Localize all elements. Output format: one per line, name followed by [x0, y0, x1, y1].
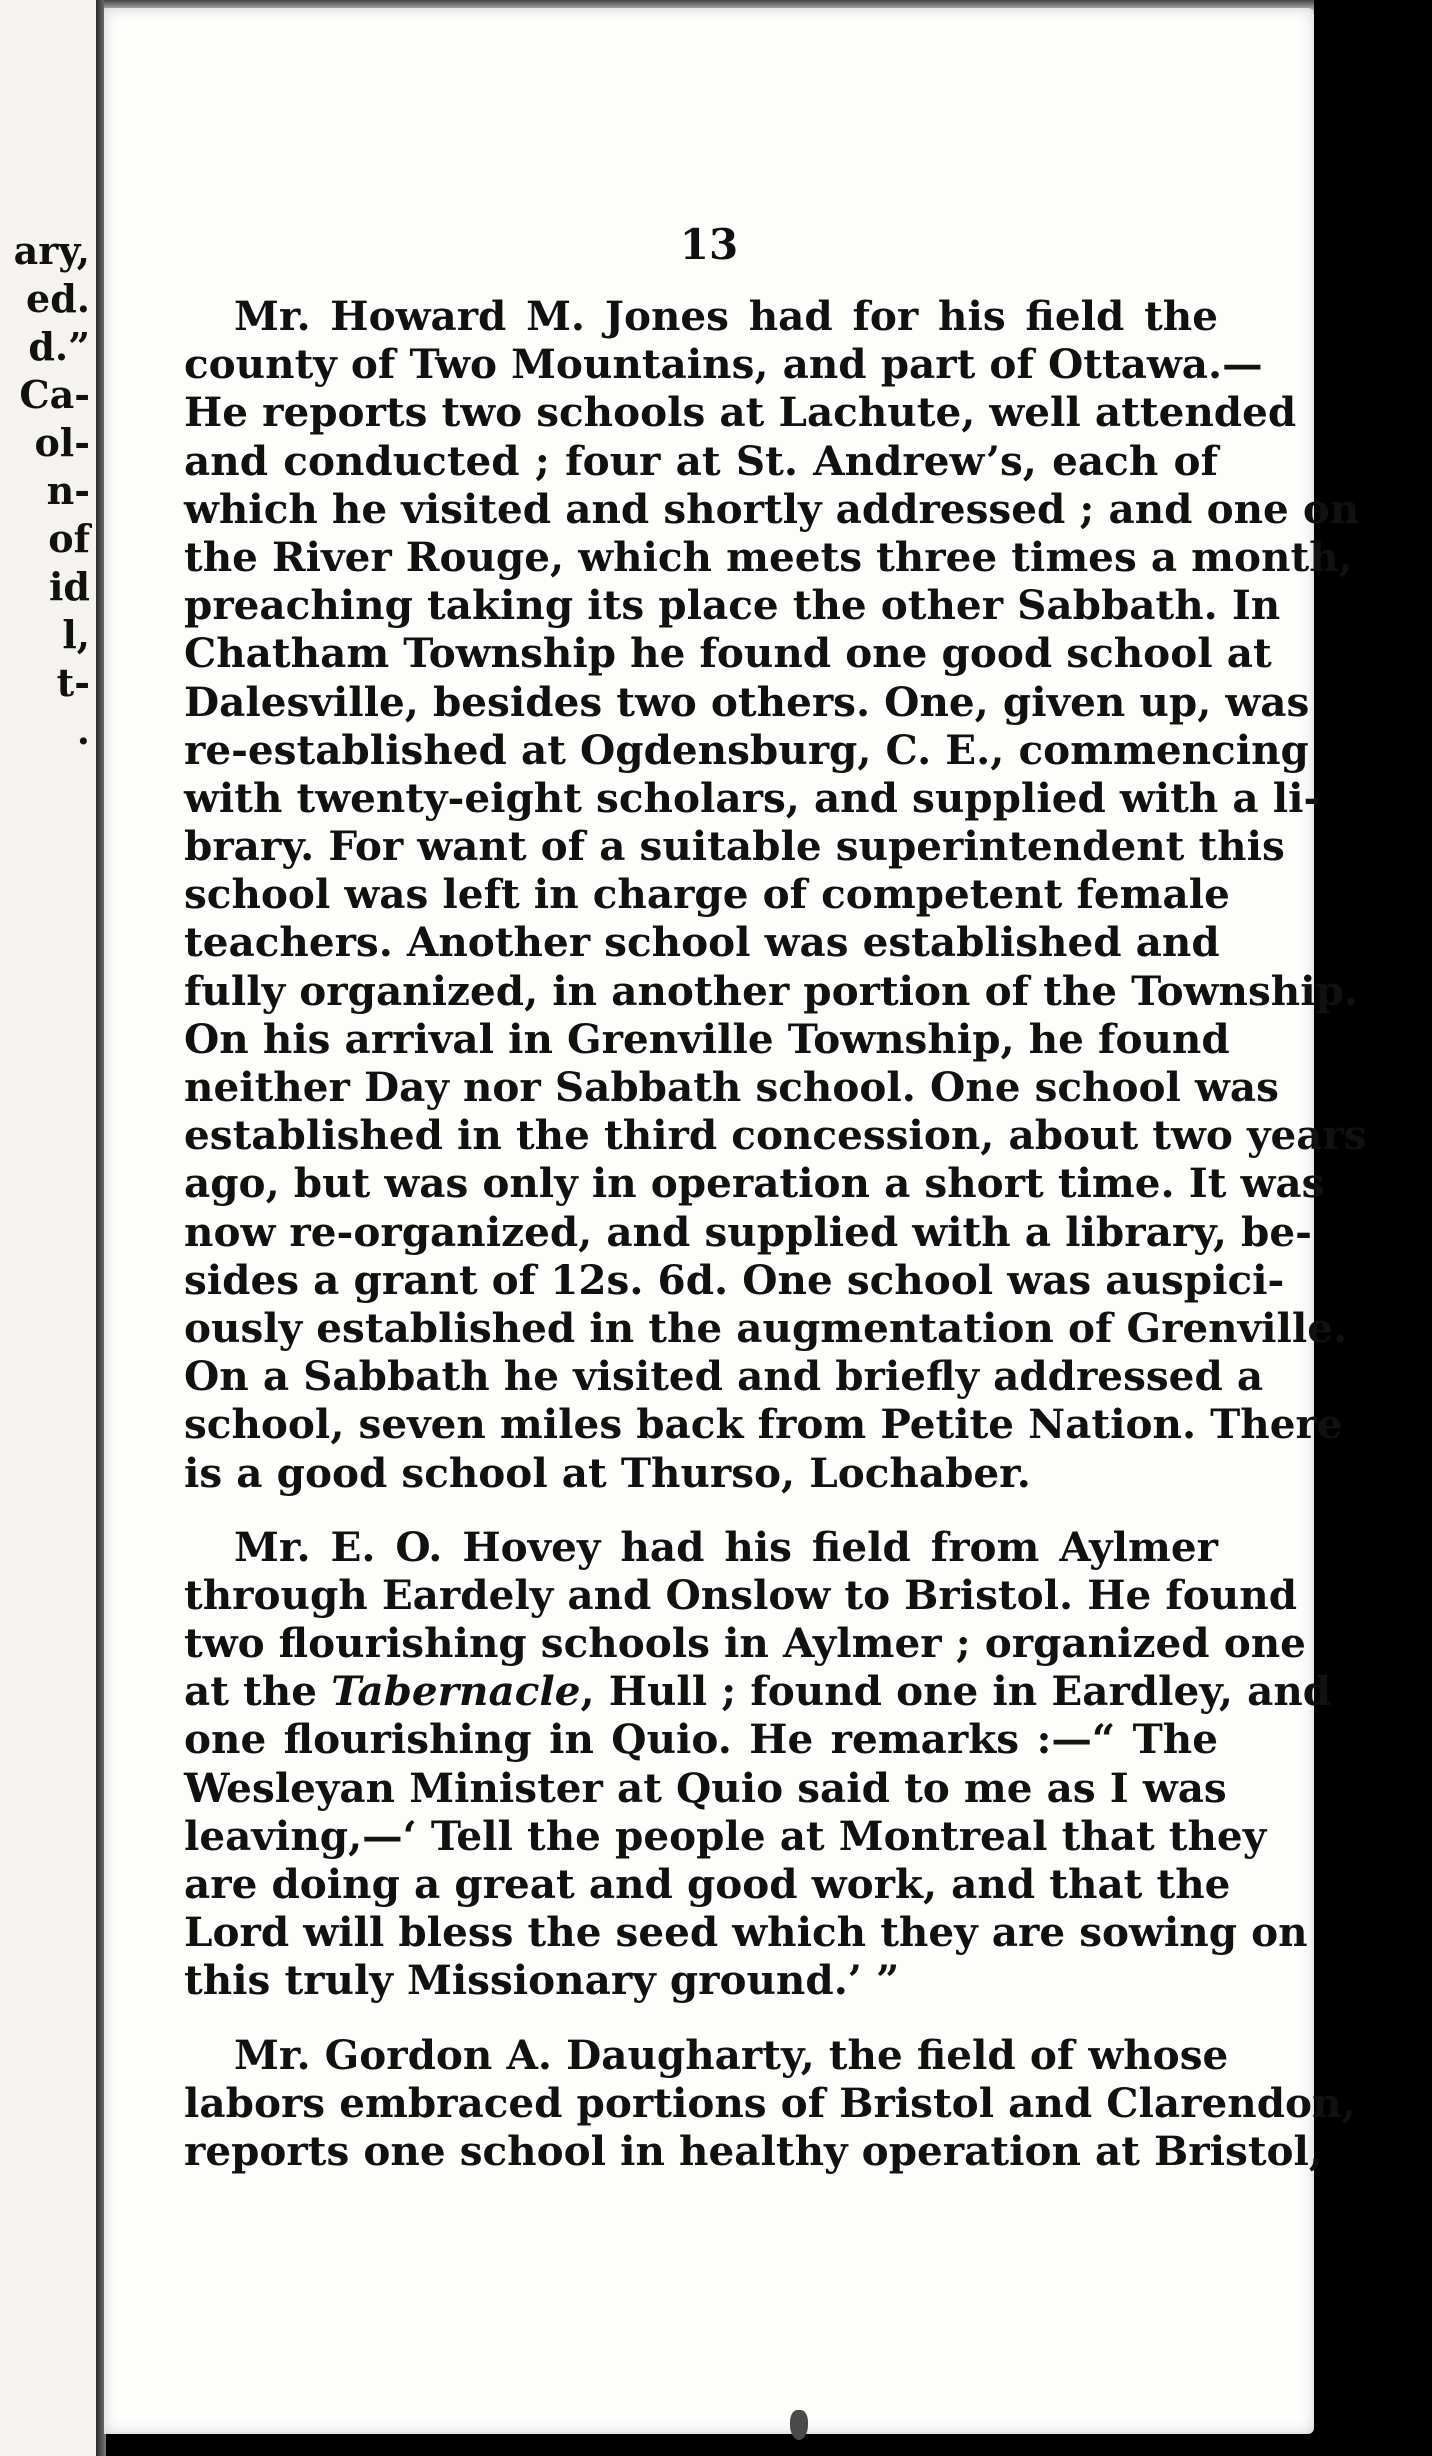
text-line: re-established at Ogdensburg, C. E., commencing: [184, 725, 1309, 774]
text-line: reports one school in healthy operation at Bristol,: [184, 2126, 1324, 2175]
text-segment: , Hull ; found one in Eardley, and: [580, 1667, 1332, 1716]
left-page-edge: [0, 0, 96, 2456]
text-line: which he visited and shortly addressed ; and one on: [184, 484, 1360, 533]
text-line: county of Two Mountains, and part of Ottawa.—: [184, 340, 1263, 389]
facing-page-fragment: id: [48, 564, 90, 609]
text-line: fully organized, in another portion of the Township.: [184, 966, 1359, 1015]
text-line: are doing a great and good work, and that the: [184, 1860, 1231, 1908]
text-line: Dalesville, besides two others. One, given up, was: [184, 677, 1310, 726]
text-segment: at the: [184, 1667, 332, 1716]
facing-page-fragment: Ca-: [19, 372, 90, 417]
right-page: [104, 8, 1367, 2434]
text-line: this truly Missionary ground.’ ”: [184, 1956, 900, 2005]
text-line: with twenty-eight scholars, and supplied with a li-: [184, 773, 1321, 822]
facing-page-fragment: ed.: [26, 276, 90, 321]
facing-page-fragment: ary,: [13, 228, 90, 273]
text-line: Chatham Township he found one good school at: [184, 629, 1272, 678]
text-line: now re-organized, and supplied with a library, be-: [184, 1207, 1312, 1256]
text-line: through Eardely and Onslow to Bristol. He found: [184, 1570, 1298, 1619]
text-body: [184, 292, 1367, 2201]
facing-page-fragment: of: [48, 516, 90, 561]
ink-blot: [790, 2410, 808, 2440]
text-line: sides a grant of 12s. 6d. One school was auspici-: [184, 1255, 1285, 1304]
text-line: Wesleyan Minister at Quio said to me as I was: [184, 1763, 1227, 1812]
text-line: leaving,—‘ Tell the people at Montreal that they: [184, 1811, 1267, 1860]
text-line: ously established in the augmentation of Grenville.: [184, 1303, 1348, 1352]
text-line: On a Sabbath he visited and briefly addressed a: [184, 1352, 1264, 1401]
text-line: school was left in charge of competent female: [184, 870, 1230, 919]
text-line: ago, but was only in operation a short time. It was: [184, 1159, 1325, 1208]
page-number: 13: [679, 220, 739, 269]
text-line: is a good school at Thurso, Lochaber.: [184, 1448, 1031, 1497]
text-line: school, seven miles back from Petite Nation. There: [184, 1400, 1343, 1449]
text-line: labors embraced portions of Bristol and Clarendon,: [184, 2078, 1356, 2127]
italic-text: Tabernacle: [331, 1667, 581, 1716]
text-line: He reports two schools at Lachute, well attended: [184, 388, 1297, 437]
text-line: established in the third concession, about two years: [184, 1111, 1367, 1160]
text-line: preaching taking its place the other Sabbath. In: [184, 581, 1281, 630]
text-line: the River Rouge, which meets three times a month,: [184, 532, 1353, 581]
text-line: two flourishing schools in Aylmer ; organized one: [184, 1619, 1306, 1668]
paragraph: [184, 2030, 1356, 2176]
text-line: and conducted ; four at St. Andrew’s, each of: [184, 436, 1218, 485]
text-line: Lord will bless the seed which they are sowing on: [184, 1908, 1308, 1957]
text-line: one flourishing in Quio. He remarks :—“ The: [184, 1715, 1218, 1764]
paragraph: [184, 292, 1367, 1497]
text-line: brary. For want of a suitable superintendent this: [184, 822, 1285, 871]
facing-page-fragment: l,: [62, 612, 90, 657]
text-line: Mr. Howard M. Jones had for his field the: [234, 292, 1218, 340]
text-line: teachers. Another school was established and: [184, 918, 1220, 967]
facing-page-fragment: d.”: [28, 324, 90, 369]
text-line: [184, 1667, 1332, 1716]
text-line: neither Day nor Sabbath school. One school was: [184, 1063, 1279, 1111]
facing-page-fragment: ol-: [34, 420, 90, 465]
facing-page-fragment: t-: [56, 660, 90, 705]
text-line: Mr. E. O. Hovey had his field from Aylmer: [234, 1522, 1218, 1571]
facing-page-fragment: n-: [46, 468, 90, 513]
text-line: On his arrival in Grenville Township, he found: [184, 1014, 1230, 1063]
paragraph: [184, 1522, 1332, 2005]
facing-page-fragment: .: [76, 708, 90, 753]
text-line: Mr. Gordon A. Daugharty, the field of whose: [234, 2030, 1229, 2079]
